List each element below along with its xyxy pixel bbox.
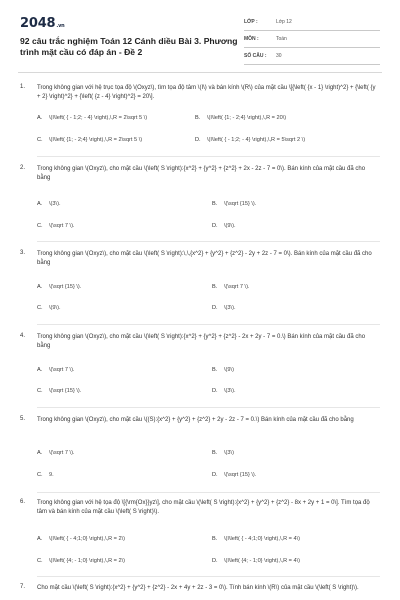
option-text: \(9\). bbox=[49, 305, 61, 311]
question-divider bbox=[37, 407, 380, 408]
option-text: \(\sqrt 7 \). bbox=[49, 367, 75, 373]
option-c[interactable] bbox=[37, 223, 75, 229]
question-number: 2. bbox=[20, 165, 26, 171]
option-label: B. bbox=[212, 536, 218, 542]
option-c[interactable] bbox=[37, 558, 125, 564]
option-b[interactable] bbox=[212, 284, 250, 290]
option-label: A. bbox=[37, 450, 43, 456]
option-c[interactable] bbox=[37, 137, 142, 143]
question-text: Trong không gian \(Oxyz\), cho mặt cầu \((S):{x^2} + {y^2} + {z^2} + 2y - 2z - 7 = 0.\) Bán kính của mặt cầu đã cho bằng bbox=[37, 417, 354, 423]
option-text: \(I\left( {1; - 2;4} \right),\,R = 2\sqrt 5 \) bbox=[49, 137, 143, 143]
option-text: \(3\). bbox=[49, 201, 61, 207]
meta-label: MÔN : bbox=[244, 36, 259, 42]
option-a[interactable] bbox=[37, 284, 81, 290]
option-text: \(3\) bbox=[224, 450, 234, 456]
option-text: \(I\left( { - 4;1;0} \right),\,R = 4\) bbox=[224, 536, 301, 542]
option-d[interactable] bbox=[212, 558, 300, 564]
meta-label: LỚP : bbox=[244, 19, 258, 25]
option-text: \(\sqrt {15} \). bbox=[49, 284, 82, 290]
option-text: \(\sqrt 7 \). bbox=[49, 450, 75, 456]
header-divider bbox=[18, 72, 382, 73]
question-number: 3. bbox=[20, 250, 26, 256]
option-label: D. bbox=[212, 472, 218, 478]
option-label: D. bbox=[212, 223, 218, 229]
option-label: B. bbox=[212, 450, 218, 456]
question-text: Trong không gian \(Oxyz\), cho mặt cầu \(\left( S \right):{x^2} + {y^2} + {z^2} + 2x - 2z - 7 = 0\). Bán kính của mặt cầu đã cho bằng bbox=[37, 166, 366, 182]
option-d[interactable] bbox=[195, 137, 305, 143]
option-label: B. bbox=[195, 115, 201, 121]
meta-row-grade bbox=[244, 14, 380, 31]
site-logo[interactable] bbox=[20, 16, 65, 31]
option-c[interactable] bbox=[37, 388, 81, 394]
meta-row-subject bbox=[244, 31, 380, 48]
logo-text: 2048 bbox=[20, 16, 56, 31]
option-d[interactable] bbox=[212, 305, 236, 311]
option-label: B. bbox=[212, 284, 218, 290]
option-label: D. bbox=[212, 388, 218, 394]
meta-value: Toán bbox=[276, 36, 287, 42]
option-label: B. bbox=[212, 201, 218, 207]
option-b[interactable] bbox=[212, 450, 234, 456]
option-label: C. bbox=[37, 305, 43, 311]
question-text: Cho mặt cầu \(\left( S \right):{x^2} + {y^2} + {z^2} - 2x + 4y + 2z - 3 = 0\). Tính bán kính \(R\) của mặt cầu \(\left( S \right)\). bbox=[37, 585, 359, 591]
question-divider bbox=[37, 241, 380, 242]
option-d[interactable] bbox=[212, 223, 236, 229]
option-b[interactable] bbox=[195, 115, 286, 121]
option-label: C. bbox=[37, 558, 43, 564]
question-number: 5. bbox=[20, 416, 26, 422]
meta-value: 30 bbox=[276, 53, 282, 59]
option-text: \(\sqrt {15} \). bbox=[224, 472, 257, 478]
option-d[interactable] bbox=[212, 388, 236, 394]
question-number: 4. bbox=[20, 333, 26, 339]
option-text: \(3\). bbox=[224, 305, 236, 311]
option-label: A. bbox=[37, 367, 43, 373]
meta-label: SỐ CÂU : bbox=[244, 53, 267, 59]
option-label: D. bbox=[195, 137, 201, 143]
meta-row-count bbox=[244, 48, 380, 65]
option-text: \(\sqrt {15} \). bbox=[224, 201, 257, 207]
option-a[interactable] bbox=[37, 201, 61, 207]
question-divider bbox=[37, 156, 380, 157]
option-b[interactable] bbox=[212, 201, 256, 207]
option-b[interactable] bbox=[212, 536, 300, 542]
option-a[interactable] bbox=[37, 450, 75, 456]
logo-suffix: .vn bbox=[56, 23, 65, 29]
option-c[interactable] bbox=[37, 305, 61, 311]
option-text: \(I\left( {4; - 1;0} \right),\,R = 2\) bbox=[49, 558, 126, 564]
option-a[interactable] bbox=[37, 536, 125, 542]
document-title: 92 câu trắc nghiệm Toán 12 Cánh diều Bài 3. Phương trình mặt cầu có đáp án - Đề 2 bbox=[20, 36, 238, 57]
option-label: D. bbox=[212, 305, 218, 311]
question-divider bbox=[37, 492, 380, 493]
option-text: \(I\left( { - 1;2; - 4} \right),\,R = 2\sqrt 5 \) bbox=[49, 115, 148, 121]
option-a[interactable] bbox=[37, 367, 75, 373]
document-meta bbox=[244, 14, 380, 65]
document-header bbox=[20, 14, 380, 68]
option-label: C. bbox=[37, 388, 43, 394]
option-label: D. bbox=[212, 558, 218, 564]
meta-value: Lớp 12 bbox=[276, 19, 292, 25]
option-b[interactable] bbox=[212, 367, 234, 373]
option-d[interactable] bbox=[212, 472, 256, 478]
option-label: A. bbox=[37, 115, 43, 121]
question-divider bbox=[37, 576, 380, 577]
question-text: Trong không gian với hệ tọa độ \[{\rm{Ox}}yz\], cho mặt cầu \(\left( S \right):{x^2} + {y^2} + {z^2} - 8x + 2y + 1 = 0\]. Tìm tọa độ tâm và bán kính của mặt cầu \(\left( S \right)\). bbox=[37, 500, 370, 516]
option-label: B. bbox=[212, 367, 218, 373]
option-text: \(9\) bbox=[224, 367, 234, 373]
option-text: \(\sqrt 7 \). bbox=[224, 284, 250, 290]
question-divider bbox=[37, 324, 380, 325]
option-text: \(3\). bbox=[224, 388, 236, 394]
option-a[interactable] bbox=[37, 115, 147, 121]
option-text: \(\sqrt 7 \). bbox=[49, 223, 75, 229]
option-label: A. bbox=[37, 284, 43, 290]
option-text: \(9\). bbox=[224, 223, 236, 229]
option-text: \(\sqrt {15} \). bbox=[49, 388, 82, 394]
option-label: A. bbox=[37, 536, 43, 542]
question-text: Trong không gian \(Oxyz\), cho mặt cầu \(\left( S \right):{x^2} + {y^2} + {z^2} - 2x + 2y - 7 = 0.\) Bán kính của mặt cầu đã cho bằng bbox=[37, 334, 366, 350]
option-label: C. bbox=[37, 223, 43, 229]
option-label: C. bbox=[37, 137, 43, 143]
question-number: 7. bbox=[20, 584, 26, 590]
option-c[interactable] bbox=[37, 472, 54, 478]
question-text: Trong không gian với hệ trục tọa độ \(Oxyz\), tìm tọa độ tâm \(I\) và bán kính \(R\) của mặt cầu \[{\left( {x - 1} \right)^2} + {\left( {y + 2} \right)^2} + {\left( {z - 4} \right)^2} = 20\]. bbox=[37, 85, 376, 101]
question-number: 1. bbox=[20, 84, 26, 90]
option-text: \(I\left( { - 4;1;0} \right),\,R = 2\) bbox=[49, 536, 126, 542]
question-text: Trong không gian \(Oxyz\), cho mặt cầu \(\left( S \right):\,\,{x^2} + {y^2} + {z^2} - 2y + 2z - 7 = 0\). Bán kính của mặt cầu đã cho bằng bbox=[37, 251, 372, 267]
option-text: \(I\left( {4; - 1;0} \right),\,R = 4\) bbox=[224, 558, 301, 564]
option-text: \(I\left( { - 1;2; - 4} \right),\,R = 5\sqrt 2 \) bbox=[207, 137, 306, 143]
question-number: 6. bbox=[20, 499, 26, 505]
option-label: A. bbox=[37, 201, 43, 207]
option-text: 9. bbox=[49, 472, 54, 478]
option-text: \(I\left( {1; - 2;4} \right),\,R = 20\) bbox=[207, 115, 287, 121]
option-label: C. bbox=[37, 472, 43, 478]
